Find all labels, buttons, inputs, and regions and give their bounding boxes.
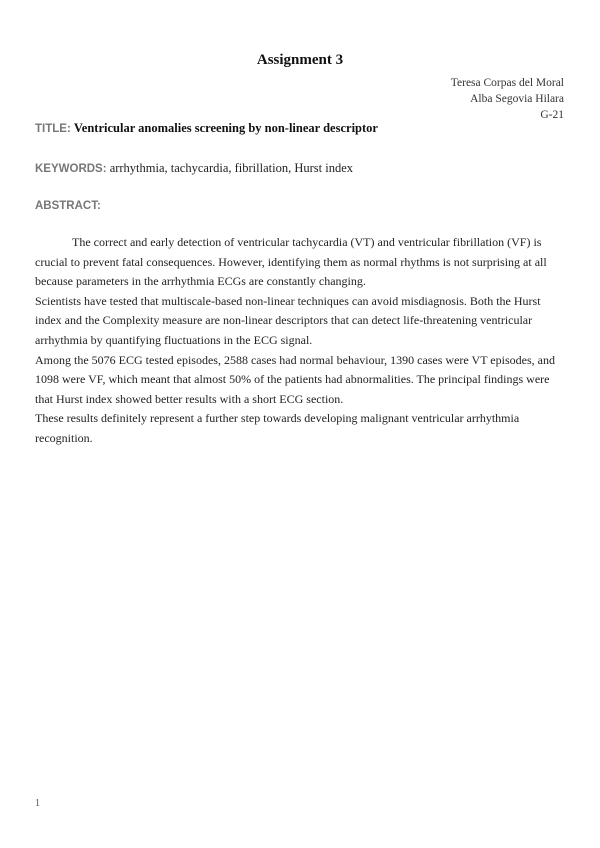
author-name: Alba Segovia Hilara bbox=[470, 93, 564, 105]
abstract-paragraph: These results definitely represent a further step towards developing malignant ventricular arrhythmia recognition. bbox=[35, 411, 520, 445]
keywords-line bbox=[35, 161, 565, 176]
abstract-paragraph: Among the 5076 ECG tested episodes, 2588 cases had normal behaviour, 1390 cases were VT episodes, and 1098 were VF, which meant that almost 50% of the patients had abnormalities. The principal findings were that Hurst index showed better results with a short ECG section. bbox=[35, 352, 555, 406]
keywords-label: KEYWORDS: bbox=[35, 163, 107, 175]
author-name: Teresa Corpas del Moral bbox=[450, 77, 564, 89]
abstract-paragraph: Scientists have tested that multiscale-based non-linear techniques can avoid misdiagnosis. Both the Hurst index and the Complexity measure are non-linear descriptors that can detect life-threatening ventricular arrhythmia by quantifying fluctuations in the ECG signal. bbox=[35, 293, 541, 347]
title-line bbox=[35, 121, 565, 136]
group-id: G-21 bbox=[540, 109, 564, 121]
page-number: 1 bbox=[35, 798, 40, 809]
abstract-body bbox=[35, 233, 567, 449]
page-title: Assignment 3 bbox=[256, 52, 344, 68]
abstract-paragraph: The correct and early detection of ventricular tachycardia (VT) and ventricular fibrillation (VF) is crucial to prevent fatal consequences. However, identifying them as normal rhythms is not surprising at all because parameters in the arrhythmia ECGs are constantly changing. bbox=[35, 235, 547, 289]
abstract-label: ABSTRACT: bbox=[35, 200, 101, 212]
paper-title: Ventricular anomalies screening by non-linear descriptor bbox=[73, 121, 378, 135]
author-block bbox=[451, 75, 564, 123]
keywords-text: arrhythmia, tachycardia, fibrillation, Hurst index bbox=[109, 161, 354, 175]
title-label: TITLE: bbox=[35, 123, 71, 135]
abstract-heading bbox=[35, 198, 565, 213]
